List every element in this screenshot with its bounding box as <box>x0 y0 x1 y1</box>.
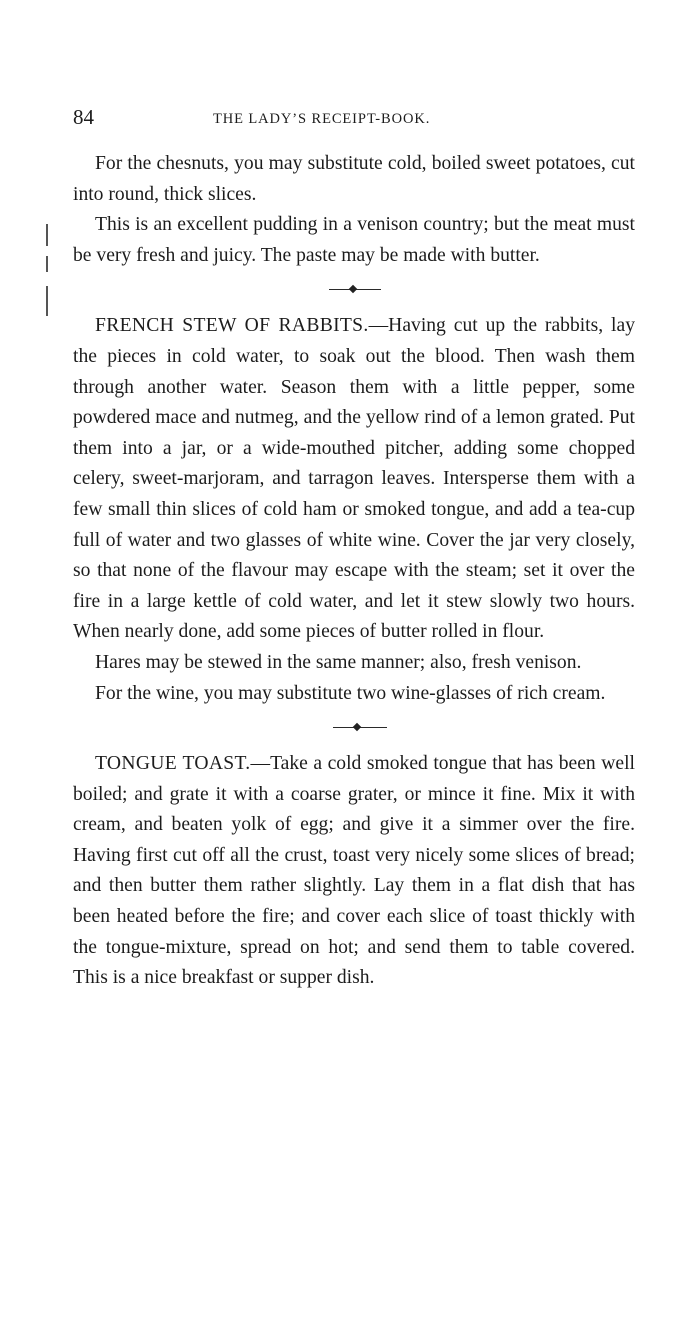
running-head <box>73 100 638 134</box>
recipe-text-rabbits: —Having cut up the rabbits, lay the pieces in cold water, to soak out the blood. Then wash them through another water. Season them with a little pepper, some powdered mace and nutmeg, and the yellow rind of a lemon grated. Put them into a jar, or a wide-mouthed pitcher, adding some chopped celery, sweet-marjoram, and tarragon leaves. Intersperse them with a few small thin slices of cold ham or smoked tongue, and add a tea-cup full of water and two glasses of white wine. Cover the jar very closely, so that none of the flavour may escape with the steam; set it over the fire in a large kettle of cold water, and let it stew slowly two hours. When nearly done, add some pieces of butter rolled in flour. <box>73 315 635 643</box>
running-title: THE LADY’S RECEIPT-BOOK. <box>213 111 431 127</box>
recipe-text-tongue-toast: —Take a cold smoked tongue that has been well boiled; and grate it with a coarse grater, or mince it fine. Mix it with cream, and beaten yolk of egg; and give it a simmer over the fire. Having first cut off all the crust, toast very nicely some slices of bread; and then butter them rather slightly. Lay them in a flat dish that has been heated before the fire; and cover each slice of toast thickly with the tongue-mixture, spread on hot; and send them to table covered. This is a nice breakfast or supper dish. <box>73 753 635 989</box>
divider-ornament-icon <box>349 285 357 293</box>
margin-mark <box>46 256 48 272</box>
section-divider <box>73 271 635 311</box>
page-number: 84 <box>73 105 94 129</box>
margin-mark <box>46 286 48 316</box>
margin-mark <box>46 224 48 246</box>
paragraph-chesnut-note: For the chesnuts, you may substitute cold, boiled sweet potatoes, cut into round, thick slices. <box>73 153 635 205</box>
paragraph-hares-note: Hares may be stewed in the same manner; also, fresh venison. <box>95 651 582 673</box>
section-divider <box>73 709 635 749</box>
divider-ornament-icon <box>353 723 361 731</box>
recipe-title-rabbits: FRENCH STEW OF RABBITS. <box>95 315 369 337</box>
recipe-title-tongue-toast: TONGUE TOAST. <box>95 753 251 775</box>
margin-marks <box>44 218 50 322</box>
recipe-tongue-toast <box>73 749 635 994</box>
body-text <box>73 149 635 994</box>
recipe-french-stew-of-rabbits <box>73 311 635 648</box>
paragraph-venison-note: This is an excellent pudding in a venison country; but the meat must be very fresh and juicy. The paste may be made with butter. <box>73 214 635 266</box>
paragraph-wine-note: For the wine, you may substitute two wine-glasses of rich cream. <box>95 682 606 704</box>
